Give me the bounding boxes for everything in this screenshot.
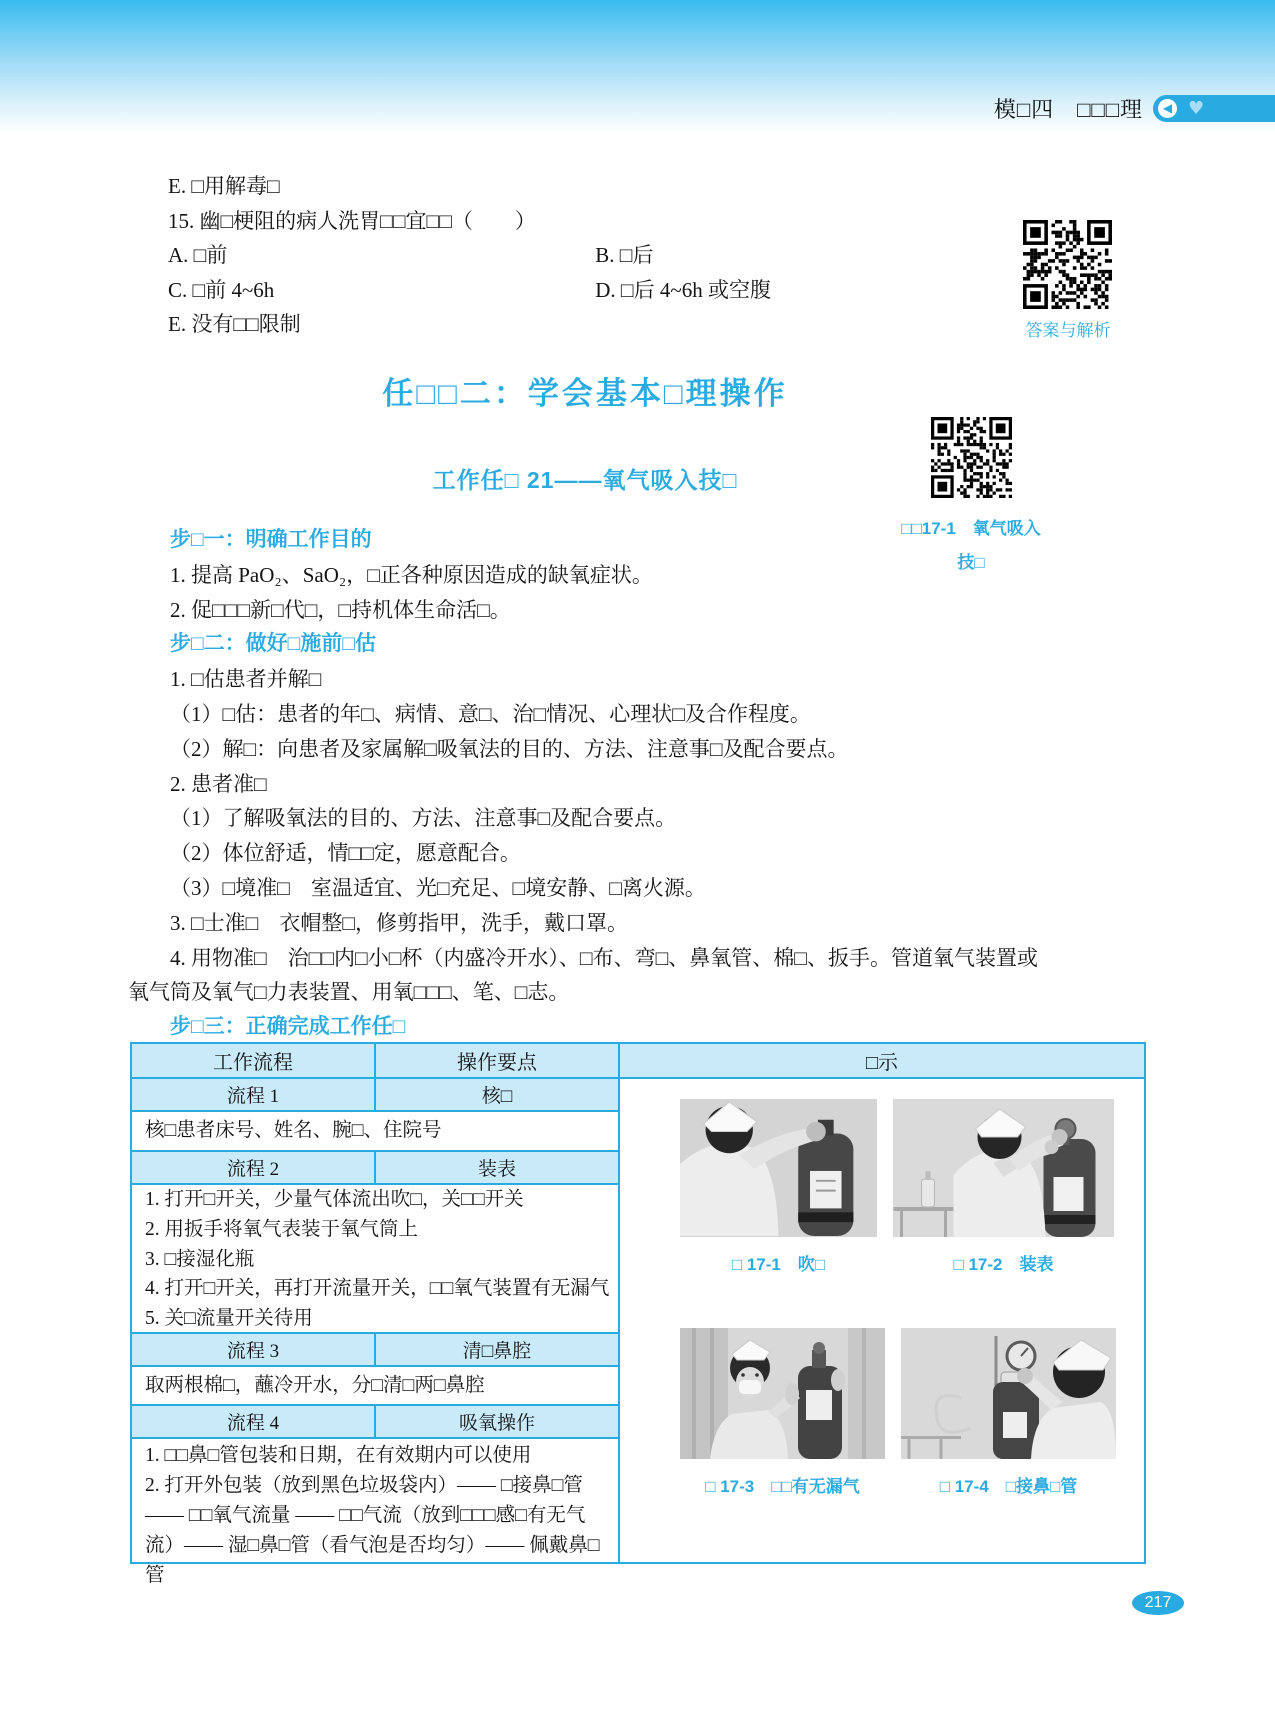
heart-icon: ♥ [1188,98,1205,119]
table-subheader-row [132,1152,618,1185]
qr-video-caption-line2: 技□ [957,553,985,572]
flow2-step: 3. □接湿化瓶 [145,1248,255,1270]
figure-17-3-photo [680,1328,885,1459]
qr-video-caption-line1: □□17-1 氧气吸入 [901,519,1041,538]
procedure-text [128,523,1046,1045]
flow4-keypoint: 吸氧操作 [458,1413,535,1434]
figure-row [680,1099,1118,1275]
task-section-title: 任□□二：学会基本□理操作 [382,376,788,411]
step2-item: （1）了解吸氧法的目的、方法、注意事□及配合要点。 [170,806,677,831]
flow2-step: 5. 关□流量开关待用 [145,1308,313,1330]
step1-item: 2. 促□□□新□代□，□持机体生命活□。 [170,597,511,622]
flow4-detail-list [132,1439,618,1586]
quiz-option-c: C. □前 4~6h [168,277,275,302]
step2-item: 2. 患者准□ [170,771,267,796]
figure-17-1-photo [680,1099,877,1237]
figures-cell [620,1079,1144,1562]
flow3-keypoint: 清□鼻腔 [462,1341,532,1362]
col-header-workflow: 工作流程 [132,1044,376,1077]
quiz-option-row [128,238,1048,273]
figure-17-4-caption: □ 17-4 □接鼻□管 [939,1477,1078,1496]
quiz-option-e: E. 没有□□限制 [168,312,301,337]
flow2-label: 流程 2 [132,1152,376,1183]
step2-item: （2）体位舒适，情□□定，愿意配合。 [170,841,521,866]
quiz-option: E. □用解毒□ [168,174,280,198]
step2-item: 3. □士准□ 衣帽整□，修剪指甲，洗手，戴口罩。 [170,910,629,935]
qr-answers-caption: 答案与解析 [1025,321,1111,340]
flow2-detail-list [132,1185,618,1334]
flow2-step: 1. 打开□开关，少量气体流出吹□，关□□开关 [145,1189,524,1210]
flow3-detail: 取两根棉□，蘸冷开水，分□清□两□鼻腔 [132,1367,618,1406]
quiz-option-a: A. □前 [168,243,228,268]
step2-item: （1）□估：患者的年□、病情、意□、治□情况、心理状□及合作程度。 [170,701,811,726]
flow1-label: 流程 1 [132,1079,376,1110]
flow3-label: 流程 3 [132,1334,376,1365]
back-arrow-icon: ◀ [1158,99,1177,118]
step2-item: 1. □估患者并解□ [170,667,322,692]
procedure-table-left [132,1044,620,1586]
step3-heading: 步□三：正确完成工作任□ [170,1015,406,1039]
table-subheader-row [132,1079,618,1112]
step1-item: 1. 提高 PaO₂、SaO₂，□正各种原因造成的缺氧症状。 [170,562,653,587]
flow2-step: 2. 用扳手将氧气表装于氧气筒上 [145,1218,419,1240]
step2-item: （3）□境准□ 室温适宜、光□充足、□境安静、□离火源。 [170,875,706,900]
flow2-keypoint: 装表 [477,1159,516,1180]
figure-17-2 [893,1099,1114,1275]
qr-code-video [931,417,1012,498]
table-header-row [132,1044,618,1079]
flow1-detail: 核□患者床号、姓名、腕□、住院号 [132,1112,618,1152]
figure-17-3-caption: □ 17-3 □□有无漏气 [705,1477,860,1496]
header-decor-band [1153,95,1275,122]
quiz-option-row [128,273,1048,308]
figure-17-2-photo [893,1099,1114,1237]
procedure-table [130,1042,1146,1586]
table-subheader-row [132,1406,618,1439]
quiz-option-b: B. □后 [595,243,654,268]
work-task-subtitle: 工作任□ 21——氧气吸入技□ [432,467,738,493]
step2-item: 4. 用物准□ 治□□内□小□杯（内盛冷开水）、□布、弯□、鼻氧管、棉□、扳手。管道氧气装置或氧气筒及氧气□力表装置、用氧□□□、笔、□志。 [128,945,1038,1005]
figure-17-3 [680,1328,885,1497]
step2-heading: 步□二：做好□施前□估 [170,632,377,656]
flow2-step: 4. 打开□开关，再打开流量开关，□□氧气装置有无漏气 [145,1278,610,1300]
figure-row [680,1328,1118,1497]
quiz-block [128,169,1048,342]
flow1-keypoint: 核□ [481,1086,513,1107]
step2-item: （2）解□：向患者及家属解□吸氧法的目的、方法、注意事□及配合要点。 [170,736,849,761]
col-header-illustration: □示 [620,1044,1144,1079]
figure-17-4 [901,1328,1116,1497]
figure-17-1-caption: □ 17-1 吹□ [731,1255,826,1274]
qr-code-answers [1023,220,1112,309]
step1-heading: 步□一：明确工作目的 [170,528,372,551]
flow4-step: 1. □□鼻□管包装和日期，在有效期内可以使用 [145,1445,532,1466]
flow4-label: 流程 4 [132,1406,376,1437]
procedure-table-figures-column [620,1044,1144,1562]
quiz-question-15: 15. 幽□梗阻的病人洗胃□□宜□□（ ） [168,208,536,233]
figure-17-4-photo [901,1328,1116,1459]
flow4-step: 2. 打开外包装（放到黑色垃圾袋内）—— □接鼻□管 —— □□氧气流量 —— □□气流（放到□□□感□有无气流）—— 湿□鼻□管（看气泡是否均匀）—— 佩戴鼻□管 [145,1475,600,1586]
figure-17-2-caption: □ 17-2 装表 [953,1255,1054,1274]
col-header-keypoints: 操作要点 [457,1052,537,1074]
page-number-badge: 217 [1132,1591,1184,1615]
quiz-option-d: D. □后 4~6h 或空腹 [595,277,771,302]
running-header [994,93,1275,124]
figure-17-1 [680,1099,877,1275]
table-subheader-row [132,1334,618,1367]
chapter-title: 模□四 □□□理 [993,97,1143,122]
